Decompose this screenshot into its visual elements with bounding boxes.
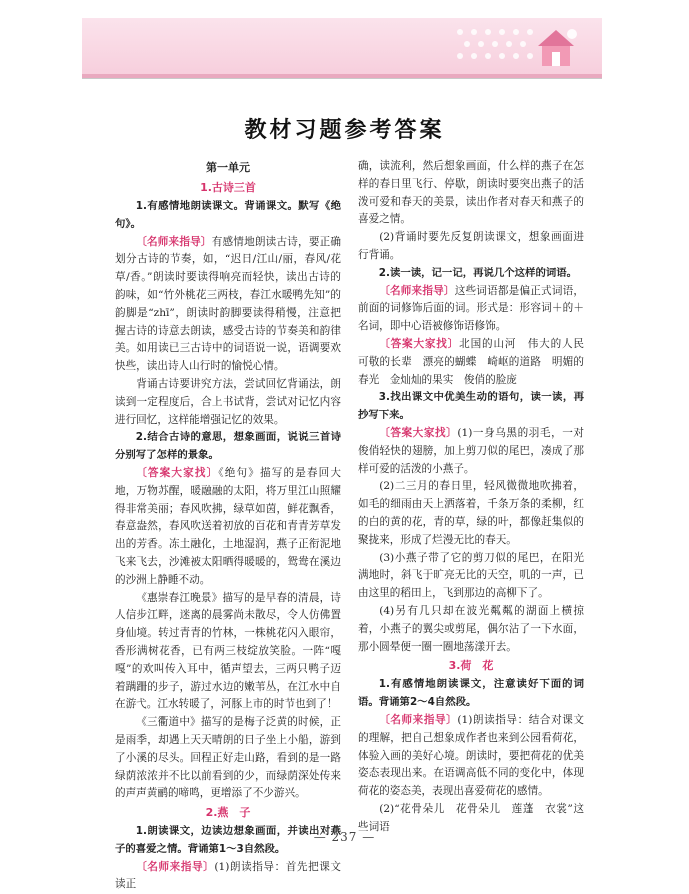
- question: 1.朗读课文，边读边想象画面，并读出对燕子的喜爱之情。背诵第1～3自然段。: [115, 825, 341, 855]
- answer-paragraph: (4)另有几只却在波光粼粼的湖面上横掠着，小燕子的翼尖或剪尾，偶尔沾了一下水面，那小圆晕便一圈一圈地荡漾开去。: [358, 604, 584, 653]
- answer-paragraph: 确，读流利，然后想象画面，什么样的燕子在怎样的春日里飞行、停歇，朗读时要突出燕子的活泼可爱和春天的美景，读出作者对春天和燕子的喜爱之情。: [358, 160, 584, 226]
- tag-label: 〔名师来指导〕: [136, 860, 215, 873]
- header-banner: [82, 18, 602, 78]
- answer-paragraph: 〔名师来指导〕(1)朗读指导：结合对课文的理解，把自己想象成作者也来到公园看荷花，体验入画的美好心境。朗读时，要把荷花的优美姿态表现出来。在语调高低不同的变化中，体现荷花的姿态美，表现出喜爱荷花的感情。: [358, 713, 584, 798]
- question: 1.有感情地朗读课文。背诵课文。默写《绝句》。: [115, 200, 341, 230]
- left-column: [115, 158, 341, 894]
- question: 1.有感情地朗读课文，注意读好下面的词语。背诵第2～4自然段。: [358, 678, 584, 709]
- answer-paragraph: 〔答案大家找〕《绝句》描写的是春回大地，万物苏醒，暖融融的太阳，将万里江山照耀得非常美丽；春风吹拂，绿草如茵，鲜花飘香，春意盎然，春风吹送着初放的百花和青青芳草发出的芳香。冻土融化，土地湿润，燕子正衔泥地飞来飞去，沙滩被太阳晒得暖暖的，鸳鸯在溪边的沙洲上静睡不动。: [115, 466, 341, 586]
- answer-paragraph: (2)二三月的春日里，轻风微微地吹拂着，如毛的细雨由天上洒落着，千条万条的柔柳，红的白的黄的花，青的草，绿的叶，都像赶集似的聚拢来，形成了烂漫无比的春天。: [358, 480, 584, 546]
- page-number: — 237 —: [313, 830, 376, 844]
- answer-paragraph: 〔答案大家找〕(1)一身乌黑的羽毛，一对俊俏轻快的翅膀，加上剪刀似的尾巴，凑成了那样可爱的活泼的小燕子。: [358, 426, 584, 475]
- tag-label: 〔答案大家找〕: [379, 426, 458, 439]
- page-title: 教材习题参考答案: [244, 117, 445, 143]
- answer-paragraph: 〔名师来指导〕有感情地朗读古诗，要正确划分古诗的节奏，如，“迟日/江山/丽，春风/花草/香。”朗读时要读得响亮而轻快，读出古诗的韵味，如“竹外桃花三两枝，春江水暖鸭先知”的韵脚是“zhī”，朗读时韵脚要读得稍慢，注意把握古诗的诗意去朗读，感受古诗的节奏美和韵律美。如用读已三古诗中的词语说一说，语调要欢快些，读出诗人山行时的愉悦心情。: [115, 235, 342, 373]
- tag-label: 〔名师来指导〕: [136, 235, 212, 248]
- answer-paragraph: 〔答案大家找〕北国的山河 伟大的人民 可敬的长辈 漂亮的蝴蝶 崎岖的道路 明媚的春光 金灿灿的果实 俊俏的脸庞: [358, 337, 595, 386]
- unit-heading: 第一单元: [206, 161, 250, 174]
- answer-paragraph: (2)背诵时要先反复朗读课文，想象画面进行背诵。: [358, 231, 584, 261]
- tag-label: 〔答案大家找〕: [379, 337, 460, 350]
- answer-paragraph: (2)“花骨朵儿 花骨朵儿 莲蓬 衣裳”这些词语: [358, 802, 584, 833]
- house-icon: [532, 24, 580, 70]
- answer-paragraph: 〔名师来指导〕这些词语都是偏正式词语，前面的词修饰后面的词。形式是：形容词＋的＋名词，即中心语被修饰语修饰。: [358, 284, 585, 333]
- dots-pattern-icon: [452, 24, 542, 70]
- question: 2.结合古诗的意思，想象画面，说说三首诗分别写了怎样的景象。: [115, 431, 341, 462]
- question: 2.读一读，记一记，再说几个这样的词语。: [378, 266, 578, 279]
- lesson-heading: 3.荷 花: [448, 659, 494, 673]
- lesson-heading: 1.古诗三首: [200, 181, 256, 194]
- answer-paragraph: 《三衢道中》描写的是梅子泛黄的时候，正是雨季，却遇上天天晴朗的日子坐上小船，游到了小溪的尽头。回程正好走山路，看到的是一路绿荫浓浓并不比以前看到的少，而绿荫深处传来的声声黄鹂的啼鸣，更增添了不少游兴。: [115, 716, 341, 800]
- answer-paragraph: 《惠崇春江晚景》描写的是早春的清晨，诗人信步江畔，迷离的晨雾尚未散尽，令人仿佛置身仙境。转过青青的竹林，一株桃花闪入眼帘，香形满树花香，已有两三枝绽放笑脸。一阵“嘎嘎”的欢叫传入耳中，循声望去，三两只鸭子迈着蹒跚的步子，游过水边的嫩苇丛，在江水中自在游弋。江水转暖了，河豚上市的时节也到了！: [115, 591, 341, 711]
- tag-label: 〔名师来指导〕: [379, 713, 458, 726]
- tag-label: 〔名师来指导〕: [379, 284, 455, 297]
- right-column: [358, 158, 595, 836]
- lesson-heading: 2.燕 子: [205, 806, 251, 820]
- question: 3.找出课文中优美生动的语句，读一读，再抄写下来。: [358, 391, 584, 422]
- header-rule: [82, 78, 602, 79]
- answer-paragraph: (3)小燕子带了它的剪刀似的尾巴，在阳光满地时，斜飞于旷亮无比的天空，叽的一声，已由这里的稻田上，飞到那边的高柳下了。: [358, 551, 584, 600]
- tag-label: 〔答案大家找〕: [136, 466, 219, 479]
- answer-paragraph: 〔名师来指导〕(1)朗读指导：首先把课文读正: [115, 860, 341, 891]
- answer-paragraph: 背诵古诗要讲究方法，尝试回忆背诵法，朗读到一定程度后，合上书试背，尝试对记忆内容进行回忆，这样能增强记忆的效果。: [115, 377, 341, 426]
